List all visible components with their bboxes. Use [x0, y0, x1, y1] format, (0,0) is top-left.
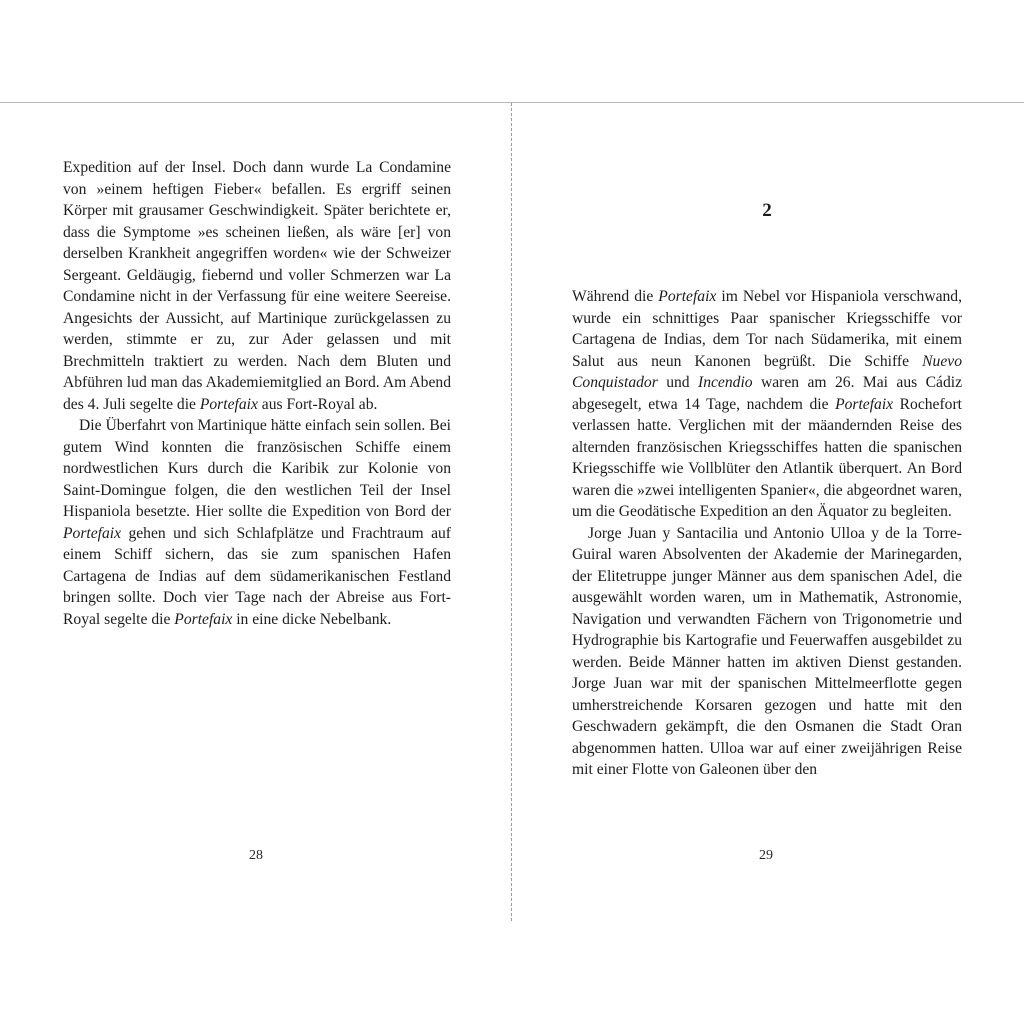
text-run: aus Fort-Royal ab.: [257, 395, 378, 413]
right-page-body: [572, 286, 962, 781]
italic-text-run: Portefaix: [63, 524, 122, 542]
text-run: in eine dicke Nebelbank.: [232, 610, 392, 628]
text-run: im Nebel vor Hispaniola verschwand, wurde ein schnittiges Paar spanischer Kriegsschiffe vor Cartagena de Indias, dem Tor nach Südamerika, mit einem Salut aus neun Kanonen begrüßt. Die Schiffe: [572, 288, 962, 370]
body-paragraph: [572, 286, 962, 523]
text-run: Rochefort verlassen hatte. Verglichen mit der mäandernden Reise des alternden französischen Kriegsschiffes hatten die spanischen Kriegsschiffe wie Vollblüter den Atlantik überquert. An Bord waren die »zwei intelligenten Spanier«, die abgeordnet waren, um die Geodätische Expedition an den Äquator zu begleiten.: [572, 395, 962, 520]
italic-text-run: Portefaix: [835, 395, 894, 413]
body-paragraph: [572, 523, 962, 781]
text-run: Jorge Juan y Santacilia und Antonio Ulloa y de la Torre-Guiral waren Absolventen der Akademie der Marinegarden, der Elitetruppe junger Männer aus dem spanischen Adel, die ausgewählt worden waren, um in Mathematik, Astronomie, Navigation und verwandten Fächern von Trigonometrie und Hydrographie bis Kartografie und Feuerwaffen ausgebildet zu werden. Beide Männer hatten im aktiven Dienst gestanden. Jorge Juan war mit der spanischen Mittelmeerflotte gegen umherstreichende Korsaren gezogen und hatte mit den Geschwadern gekämpft, die den Osmanen die Stadt Oran abgenommen hatten. Ulloa war auf einer zweijährigen Reise mit einer Flotte von Galeonen über den: [572, 524, 962, 778]
italic-text-run: Portefaix: [658, 288, 717, 305]
top-page-rule: [0, 102, 1024, 103]
text-run: gehen und sich Schlafplätze und Frachtraum auf einem Schiff sichern, das sie zum spanischen Hafen Cartagena de Indias auf dem südamerikanischen Festland bringen sollte. Doch vier Tage nach der Abreise aus Fort-Royal segelte die: [63, 524, 451, 628]
chapter-number: 2: [762, 200, 772, 221]
text-run: Während die: [572, 288, 659, 305]
left-page-body: [63, 157, 451, 630]
text-run: waren am 26. Mai aus Cádiz abgesegelt, etwa 14 Tage, nachdem die: [572, 374, 963, 413]
italic-text-run: Nuevo Conquistador: [572, 352, 962, 391]
text-run: Die Überfahrt von Martinique hätte einfach sein sollen. Bei gutem Wind konnten die französischen Schiffe einem nordwestlichen Kurs durch die Karibik zur Kolonie von Saint-Domingue folgen, die den westlichen Teil der Insel Hispaniola besetzte. Hier sollte die Expedition von Bord der: [63, 417, 451, 520]
body-paragraph: [63, 157, 451, 415]
page-number-left: 28: [249, 848, 263, 863]
book-gutter-fold: [511, 103, 512, 921]
body-paragraph: [63, 415, 451, 630]
text-run: Expedition auf der Insel. Doch dann wurde La Condamine von »einem heftigen Fieber« befallen. Es ergriff seinen Körper mit grausamer Geschwindigkeit. Später berichtete er, dass die Symptome »es scheinen ließen, als wäre [er] von derselben Krankheit angegriffen worden« wie der Schweizer Sergeant. Geldäugig, fiebernd und voller Schmerzen war La Condamine nicht in der Verfassung für eine weitere Seereise. Angesichts der Aussicht, auf Martinique zurückgelassen zu werden, stimmte er zu, zur Ader gelassen und mit Brechmitteln traktiert zu werden. Nach dem Bluten und Abführen lud man das Akademiemitglied an Bord. Am Abend des 4. Juli segelte die: [63, 159, 451, 413]
page-number-right: 29: [759, 848, 773, 863]
italic-text-run: Portefaix: [199, 395, 258, 413]
text-run: und: [657, 374, 699, 391]
italic-text-run: Portefaix: [174, 610, 233, 628]
italic-text-run: Incendio: [698, 374, 753, 391]
